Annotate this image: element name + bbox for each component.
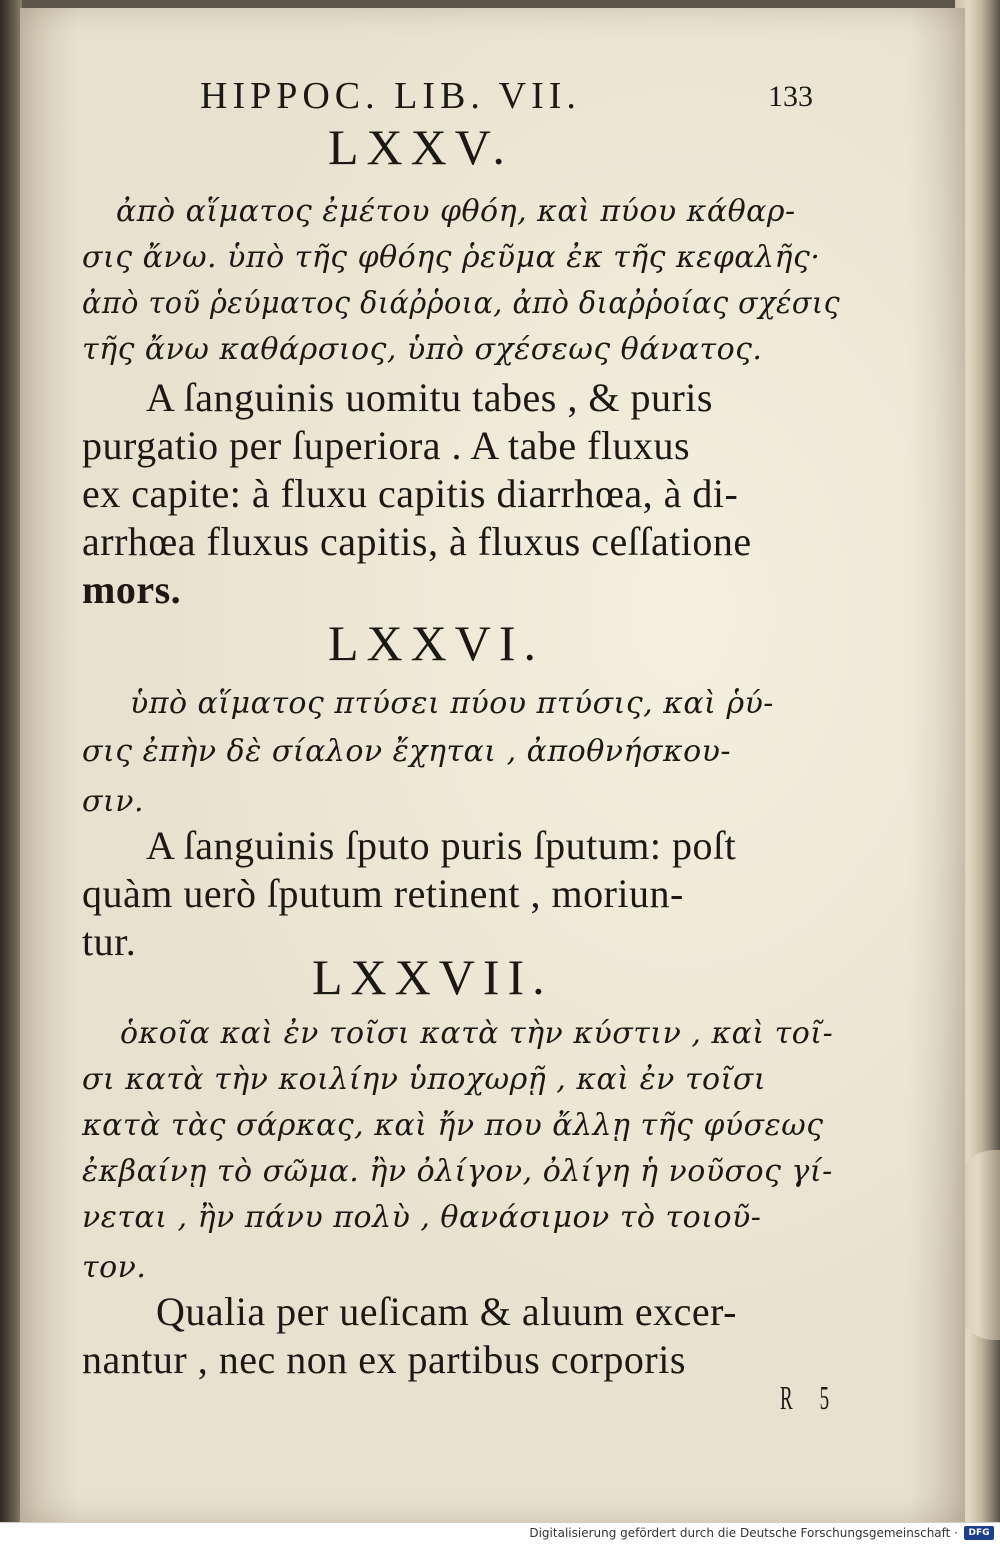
greek-line: σιν. — [82, 784, 145, 819]
greek-line: σις ἄνω. ὑπὸ τῆς φθόης ῥεῦμα ἐκ τῆς κεφαλῆς· — [82, 240, 821, 275]
book-page — [20, 8, 965, 1522]
section-number: LXXV. — [328, 119, 513, 175]
greek-line: τον. — [82, 1250, 147, 1285]
latin-line: purgatio per ſuperiora . A tabe fluxus — [82, 423, 691, 468]
greek-line: ἀπὸ τοῦ ῥεύματος διάῤῥοια, ἀπὸ διαῤῥοίας σχέσις — [82, 286, 841, 321]
greek-line: ἀπὸ αἵματος ἐμέτου φθόη, καὶ πύου κάθαρ- — [116, 194, 796, 229]
greek-line: ὑπὸ αἵματος πτύσει πύου πτύσις, καὶ ῥύ- — [130, 686, 774, 721]
greek-line: σι κατὰ τὴν κοιλίην ὑποχωρῇ , καὶ ἐν τοῖσι — [82, 1062, 767, 1097]
latin-line: A ſanguinis ſputo puris ſputum: poſt — [146, 823, 737, 868]
book-cover-edge — [0, 0, 22, 1522]
latin-line: quàm uerò ſputum retinent , moriun- — [82, 871, 684, 916]
latin-line: arrhœa fluxus capitis, à fluxus ceſſatione — [82, 519, 752, 564]
latin-line: A ſanguinis uomitu tabes , & puris — [146, 375, 713, 420]
greek-line: νεται , ἢν πάνυ πολὺ , θανάσιμον τὸ τοιοῦ- — [82, 1200, 762, 1235]
signature-mark: R 5 — [780, 1380, 841, 1417]
latin-line: ex capite: à fluxu capitis diarrhœa, à di- — [82, 471, 739, 516]
digitization-footer — [0, 1522, 1000, 1544]
section-number: LXXVII. — [312, 949, 553, 1005]
latin-line: Qualia per ueſicam & aluum excer- — [156, 1289, 737, 1334]
latin-line: nantur , nec non ex partibus corporis — [82, 1337, 686, 1382]
section-number: LXXVI. — [328, 615, 545, 671]
dfg-logo-icon[interactable]: DFG — [964, 1526, 994, 1540]
latin-line: mors. — [82, 567, 182, 612]
running-head: HIPPOC. LIB. VII. — [200, 75, 581, 117]
folio-number: 133 — [768, 80, 813, 113]
greek-line: κατὰ τὰς σάρκας, καὶ ἤν που ἄλλῃ τῆς φύσεως — [82, 1108, 824, 1143]
latin-line: tur. — [82, 919, 137, 964]
greek-line: σις ἐπὴν δὲ σίαλον ἔχηται , ἀποθνήσκου- — [82, 734, 732, 769]
greek-line: ἐκβαίνῃ τὸ σῶμα. ἢν ὀλίγον, ὀλίγη ἡ νοῦσος γί- — [82, 1154, 833, 1189]
greek-line: τῆς ἄνω καθάρσιος, ὑπὸ σχέσεως θάνατος. — [82, 332, 763, 367]
footer-credit: Digitalisierung gefördert durch die Deutsche Forschungsgemeinschaft · — [529, 1526, 958, 1540]
greek-line: ὁκοῖα καὶ ἐν τοῖσι κατὰ τὴν κύστιν , καὶ τοῖ- — [120, 1016, 834, 1051]
